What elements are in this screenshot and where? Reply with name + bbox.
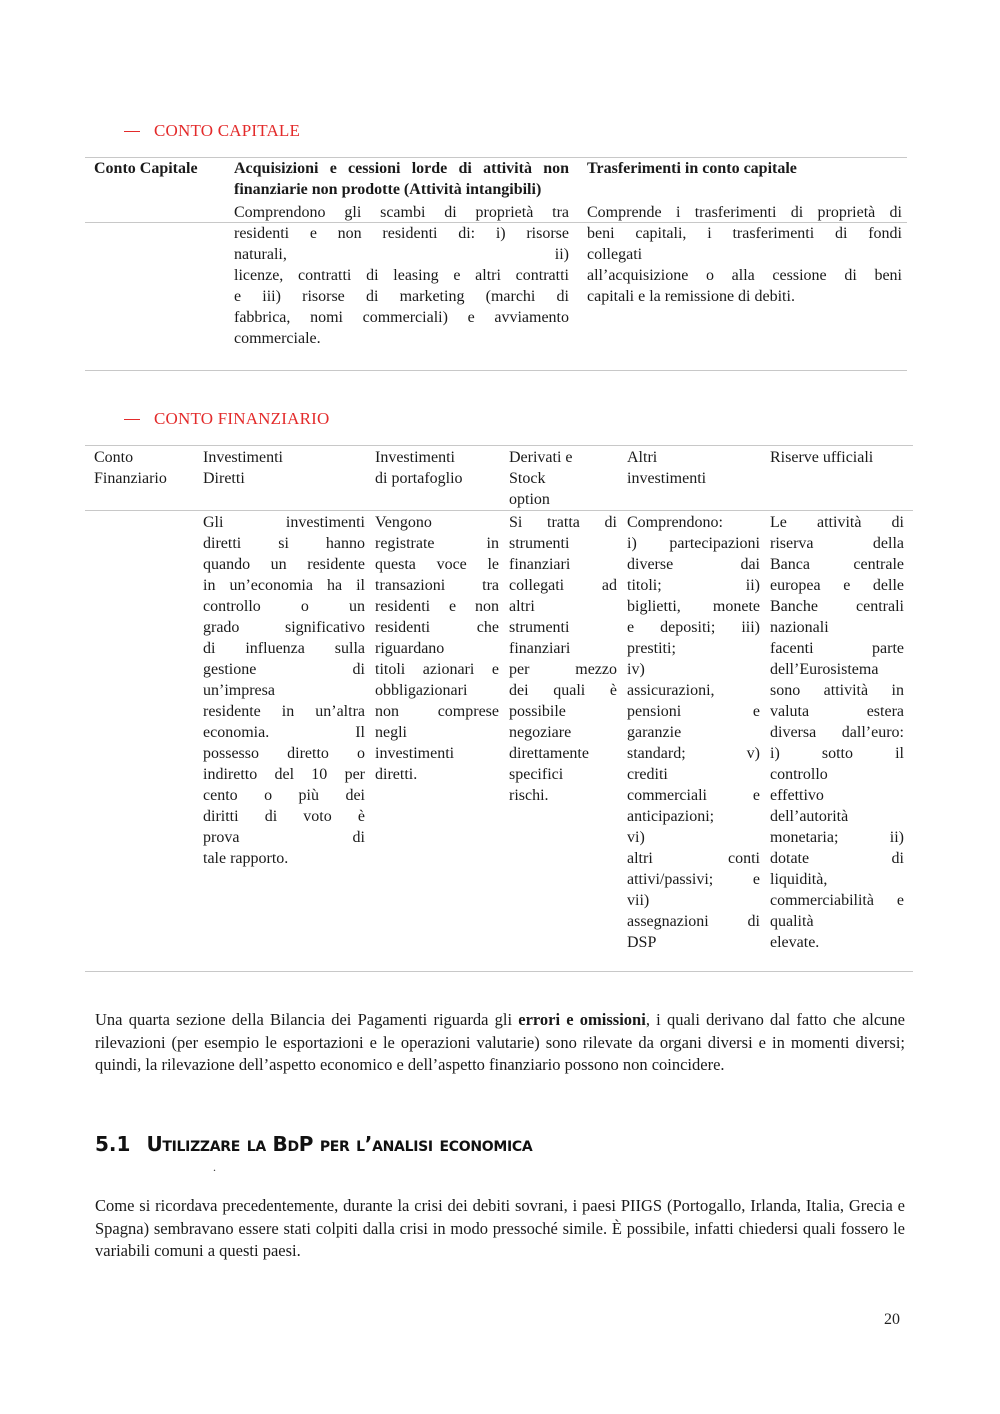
cell-line: in un’economia ha il — [203, 577, 365, 594]
cell-line: questa voce le — [375, 556, 499, 573]
cell-line: collegati ad — [509, 577, 617, 594]
cell-line: quando un residente — [203, 556, 365, 573]
cell-line: Banca centrale — [770, 556, 904, 573]
table-cell — [509, 510, 627, 954]
empty-cell — [94, 510, 203, 954]
conto-finanziario-title: CONTO FINANZIARIO — [154, 409, 330, 428]
cell-line: europea e delle — [770, 577, 904, 594]
table-cell — [375, 510, 509, 954]
cell-line: liquidità, — [770, 871, 828, 888]
cell-line: strumenti — [509, 619, 570, 636]
cell-line: altri conti — [627, 850, 760, 867]
cell-line: qualità — [770, 913, 814, 930]
cell-line: riserva della — [770, 535, 904, 552]
cell-line: residenti e non residenti di: i) risorse — [234, 225, 569, 242]
cell-line: residenti che — [375, 619, 499, 636]
cell-line: dei quali è — [509, 682, 617, 699]
table-header-row — [94, 157, 906, 200]
cell-line: transazioni tra — [375, 577, 499, 594]
cell-line: di influenza sulla — [203, 640, 365, 657]
cell-line: Si tratta di — [509, 514, 617, 531]
header-cell — [203, 446, 375, 510]
cell-line: assegnazioni di — [627, 913, 760, 930]
cell-line: finanziari — [509, 556, 571, 573]
capital-table-mid-rule — [85, 222, 907, 223]
cell-line: garanzie — [627, 724, 682, 741]
conto-capitale-title: CONTO CAPITALE — [154, 121, 301, 140]
cell-line: Gli investimenti — [203, 514, 365, 531]
section-heading-5-1 — [95, 1132, 532, 1156]
header-line: Stock — [509, 470, 546, 487]
cell-line: gestione di — [203, 661, 365, 678]
cell-line: e depositi; iii) — [627, 619, 760, 636]
header-line: di portafoglio — [375, 470, 463, 487]
cell-line: valuta estera — [770, 703, 904, 720]
cell-line: anticipazioni; — [627, 808, 715, 825]
cell-line: all’acquisizione o alla cessione di beni — [587, 267, 902, 284]
cell-line: dell’Eurosistema — [770, 661, 879, 678]
dash-marker — [124, 419, 140, 420]
cell-line: Banche centrali — [770, 598, 904, 615]
cell-line: Vengono — [375, 514, 432, 531]
header-line: Finanziario — [94, 470, 167, 487]
cell-line: standard; v) — [627, 745, 760, 762]
cell-line: altri — [509, 598, 535, 615]
cell-line: diretti si hanno — [203, 535, 365, 552]
cell-line: prova di — [203, 829, 365, 846]
cell-line: strumenti — [509, 535, 570, 552]
cell-line: Le attività di — [770, 514, 904, 531]
paragraph-text: , i quali derivano dal fatto che alcune rilevazioni (per esempio le esportazioni e le operazioni valutarie) sono rilevate da organi diversi e in momenti diversi; quindi, la rilevazione dell’aspetto economico e dell’aspetto finanziario possono non coincidere. — [95, 1010, 906, 1074]
header-line: investimenti — [627, 470, 707, 487]
cell-line: diverse dai — [627, 556, 760, 573]
header-cell — [770, 446, 914, 510]
cell-line: grado significativo — [203, 619, 365, 636]
cell-line: Comprendono gli scambi di proprietà tra — [234, 204, 569, 221]
cell-line: vi) — [627, 829, 645, 846]
header-line: Riserve ufficiali — [770, 449, 874, 466]
cell-line: DSP — [627, 934, 657, 951]
cell-line: vii) — [627, 892, 650, 909]
cell-line: monetaria; ii) — [770, 829, 904, 846]
header-line: Derivati e — [509, 449, 573, 466]
bold-term: errori e omissioni — [518, 1010, 646, 1029]
section-title: Utilizzare la BdP per l’analisi economica — [146, 1132, 533, 1156]
header-line: Investimenti — [375, 449, 455, 466]
header-cell — [375, 446, 509, 510]
cell-line: licenze, contratti di leasing e altri contratti — [234, 267, 569, 284]
stray-mark: . — [213, 1160, 216, 1174]
cell-line: elevate. — [770, 934, 820, 951]
cell-line: prestiti; — [627, 640, 676, 657]
paragraph-text: Una quarta sezione della Bilancia dei Pagamenti riguarda gli — [95, 1010, 519, 1029]
header-line: Diretti — [203, 470, 245, 487]
table-row — [94, 510, 914, 954]
header-cell — [627, 446, 770, 510]
header-cell: Conto Capitale — [94, 160, 198, 177]
cell-line: assicurazioni, — [627, 682, 715, 699]
cell-line: commerciali e — [627, 787, 760, 804]
dash-marker — [124, 131, 140, 132]
cell-line: biglietti, monete — [627, 598, 760, 615]
cell-line: facenti parte — [770, 640, 904, 657]
cell-line: diritti di voto è — [203, 808, 365, 825]
cell-line: diretti. — [375, 766, 418, 783]
header-line: Investimenti — [203, 449, 283, 466]
cell-line: tale rapporto. — [203, 850, 289, 867]
table-cell — [627, 510, 770, 954]
cell-line: controllo o un — [203, 598, 365, 615]
cell-line: collegati — [587, 246, 643, 263]
cell-line: direttamente — [509, 745, 589, 762]
financial-table-mid-rule — [85, 510, 913, 511]
cell-line: nazionali — [770, 619, 829, 636]
cell-line: titoli azionari e — [375, 661, 499, 678]
cell-line: attivi/passivi; e — [627, 871, 760, 888]
cell-line: negli — [375, 724, 407, 741]
header-cell: Acquisizioni e cessioni lorde di attività non finanziarie non prodotte (Attività intangibili) — [234, 160, 569, 198]
cell-line: investimenti — [375, 745, 455, 762]
cell-line: effettivo — [770, 787, 824, 804]
header-cell: Trasferimenti in conto capitale — [587, 160, 797, 177]
cell-line: dell’autorità — [770, 808, 849, 825]
cell-line: naturali, ii) — [234, 246, 569, 263]
cell-line: capitali e la remissione di debiti. — [587, 288, 795, 305]
cell-line: economia. Il — [203, 724, 365, 741]
page-number: 20 — [884, 1311, 900, 1328]
cell-line: obbligazionari — [375, 682, 468, 699]
cell-line: cento o più dei — [203, 787, 365, 804]
cell-line: pensioni e — [627, 703, 760, 720]
cell-line: fabbrica, nomi commerciali) e avviamento — [234, 309, 569, 326]
cell-line: Comprendono: — [627, 514, 723, 531]
capital-account-table — [94, 157, 906, 350]
header-cell — [509, 446, 627, 510]
header-line: Altri — [627, 449, 658, 466]
cell-line: Comprende i trasferimenti di proprietà di — [587, 204, 902, 221]
section-number: 5.1 — [95, 1132, 131, 1156]
financial-account-table — [94, 446, 914, 954]
cell-line: commerciale. — [234, 330, 321, 347]
cell-line: possibile — [509, 703, 566, 720]
cell-line: finanziari — [509, 640, 571, 657]
capital-table-bottom-rule — [85, 370, 907, 371]
piigs-paragraph: Come si ricordava precedentemente, durante la crisi dei debiti sovrani, i paesi PIIGS (Portogallo, Irlanda, Italia, Grecia e Spagna) sembravano essere stati colpiti dalla crisi in modo pressoché simile. È possibile, infatti chiedersi quali fossero le variabili comuni a questi paesi. — [95, 1196, 905, 1260]
cell-line: sono attività in — [770, 682, 904, 699]
cell-line: e iii) risorse di marketing (marchi di — [234, 288, 569, 305]
header-line: Conto — [94, 449, 134, 466]
cell-line: riguardano — [375, 640, 445, 657]
conto-finanziario-heading — [124, 409, 329, 429]
cell-line: i) partecipazioni — [627, 535, 760, 552]
cell-line: rischi. — [509, 787, 549, 804]
table-cell — [770, 510, 914, 954]
financial-table-bottom-rule — [85, 971, 913, 972]
cell-line: crediti — [627, 766, 668, 783]
cell-line: beni capitali, i trasferimenti di fondi — [587, 225, 902, 242]
cell-line: negoziare — [509, 724, 572, 741]
header-line: option — [509, 491, 550, 508]
cell-line: dotate di — [770, 850, 904, 867]
cell-line: registrate in — [375, 535, 499, 552]
conto-capitale-heading — [124, 121, 300, 141]
errors-omissions-paragraph — [95, 1009, 905, 1077]
table-cell — [203, 510, 375, 954]
cell-line: possesso diretto o — [203, 745, 365, 762]
cell-line: titoli; ii) — [627, 577, 760, 594]
table-header-row — [94, 446, 914, 510]
cell-line: un’impresa — [203, 682, 275, 699]
cell-line: diversa dall’euro: — [770, 724, 904, 741]
header-cell — [94, 446, 203, 510]
cell-line: per mezzo — [509, 661, 617, 678]
cell-line: specifici — [509, 766, 564, 783]
cell-line: residenti e non — [375, 598, 499, 615]
cell-line: commerciabilità e — [770, 892, 904, 909]
cell-line: residente in un’altra — [203, 703, 365, 720]
cell-line: indiretto del 10 per — [203, 766, 365, 783]
cell-line: controllo — [770, 766, 828, 783]
cell-line: non comprese — [375, 703, 499, 720]
cell-line: i) sotto il — [770, 745, 904, 762]
cell-line: iv) — [627, 661, 645, 678]
